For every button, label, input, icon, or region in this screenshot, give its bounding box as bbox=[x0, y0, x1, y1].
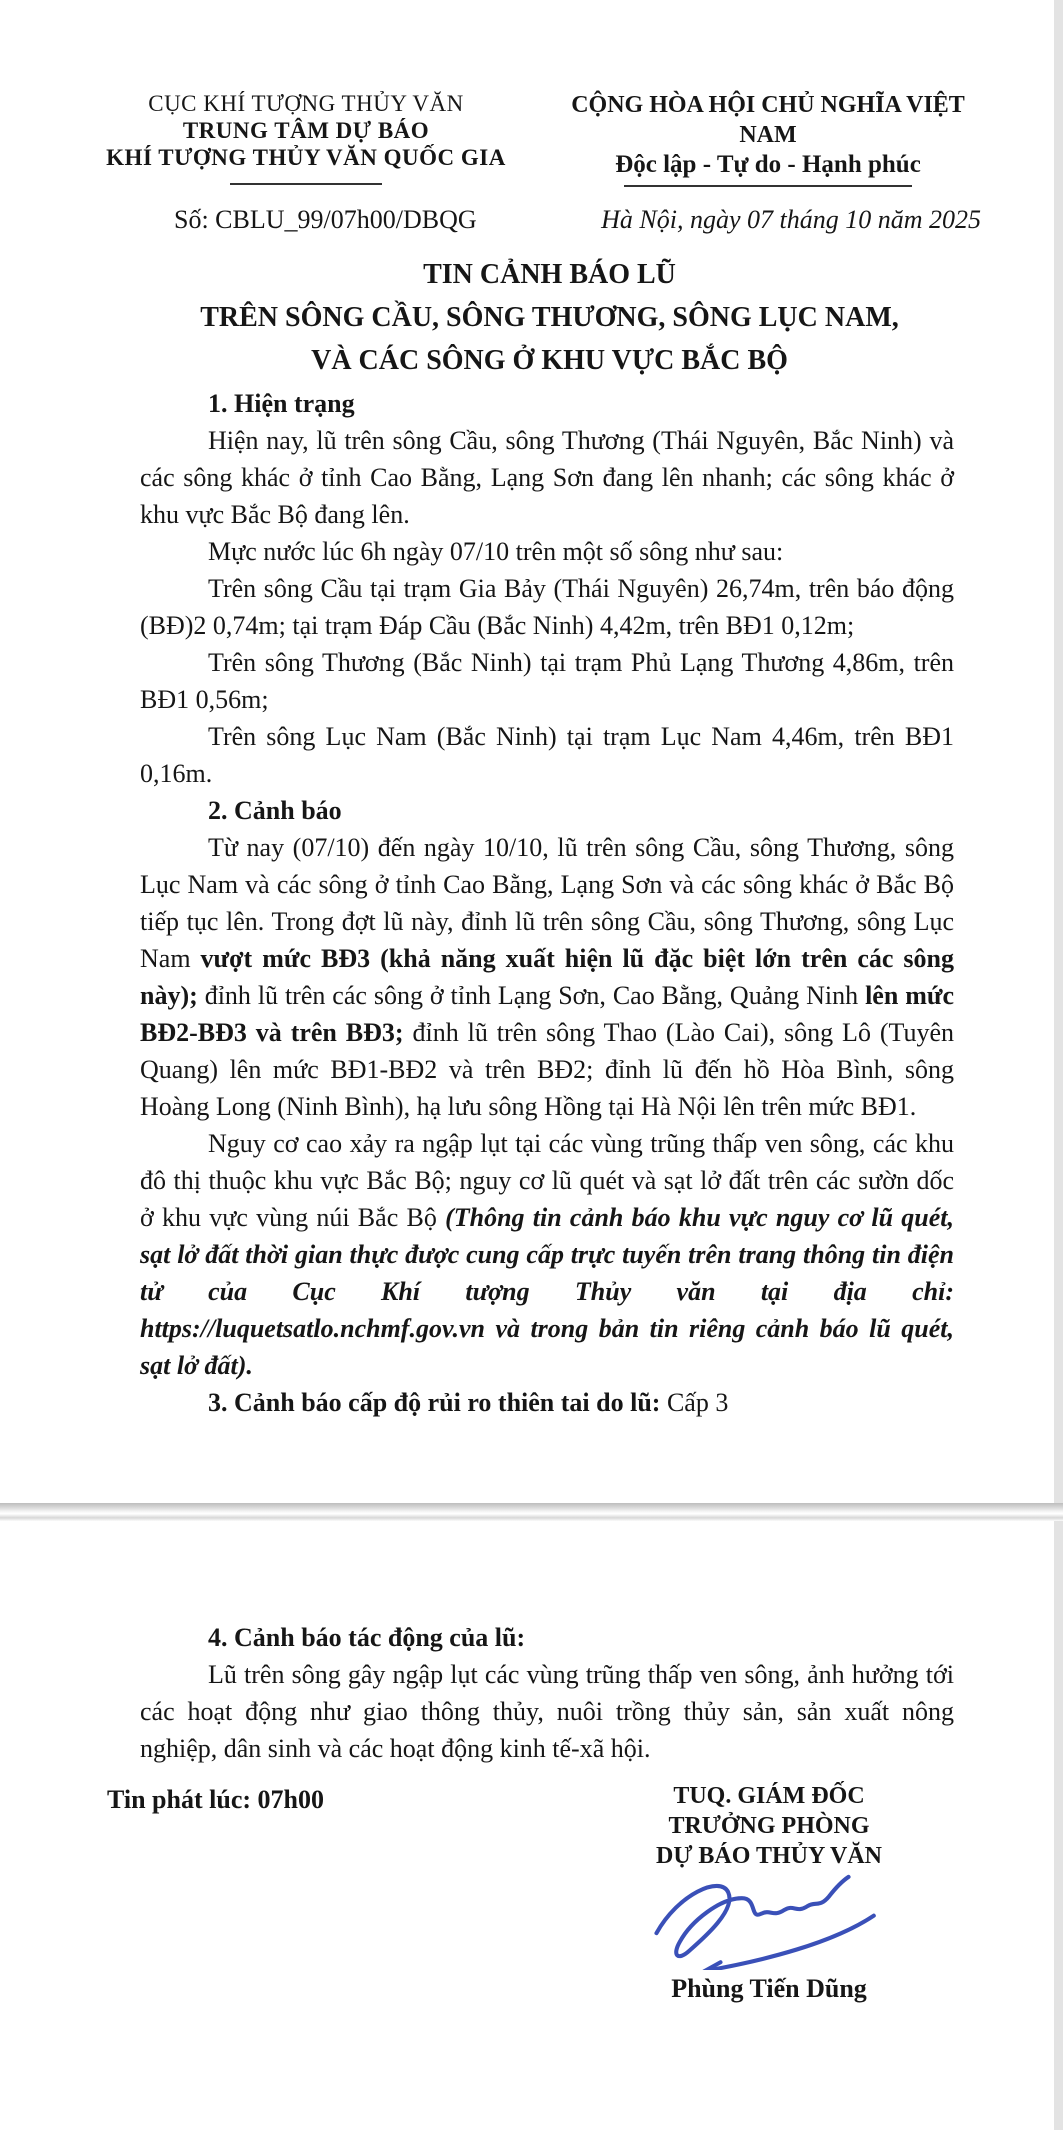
text-run: Hiện nay, lũ trên sông Cầu, sông Thương (Thái Nguyên, Bắc Ninh) và các sông khác ở tỉnh Cao Bằng, Lạng Sơn đang lên nhanh; các sông khác ở khu vực Bắc Bộ đang lên. bbox=[140, 426, 954, 529]
text-run: vượt mức BĐ3 (khả năng xuất hiện lũ đặc biệt lớn trên các sông này); bbox=[140, 944, 954, 1010]
viewer-edge-strip bbox=[1053, 0, 1063, 2130]
national-motto: Độc lập - Tự do - Hạnh phúc bbox=[615, 151, 921, 178]
document-body-page-1 bbox=[0, 382, 1054, 1421]
paragraph bbox=[140, 718, 954, 792]
country-name: CỘNG HÒA HỘI CHỦ NGHĨA VIỆT NAM bbox=[571, 92, 965, 148]
section-heading bbox=[140, 792, 954, 829]
paragraph bbox=[140, 422, 954, 533]
signature-block bbox=[579, 1781, 959, 2006]
title-line-2: TRÊN SÔNG CẦU, SÔNG THƯƠNG, SÔNG LỤC NAM, bbox=[200, 302, 899, 333]
paragraph bbox=[140, 1125, 954, 1384]
text-run: đỉnh lũ trên sông Thao (Lào Cai), sông Lô (Tuyên Quang) lên mức BĐ1-BĐ2 và trên BĐ2; đỉnh lũ đến hồ Hòa Bình, sông Hoàng Long (Ninh Bình), hạ lưu sông Hồng tại Hà Nội lên trên mức BĐ1. bbox=[140, 1018, 955, 1121]
org-name-line-2: KHÍ TƯỢNG THỦY VĂN QUỐC GIA bbox=[106, 145, 506, 170]
signature-scribble bbox=[579, 1873, 959, 1970]
page-break-gap bbox=[0, 1503, 1063, 1521]
signer-title-line-3: DỰ BÁO THỦY VĂN bbox=[655, 1843, 883, 1869]
text-run: Cấp 3 bbox=[660, 1388, 729, 1417]
text-run: Mực nước lúc 6h ngày 07/10 trên một số sông như sau: bbox=[208, 537, 784, 566]
text-run: lên mức BĐ2-BĐ3 và trên BĐ3; bbox=[140, 981, 954, 1047]
title-line-1: TIN CẢNH BÁO LŨ bbox=[423, 259, 676, 290]
title-line-3: VÀ CÁC SÔNG Ở KHU VỰC BẮC BỘ bbox=[311, 345, 788, 376]
text-run: 2. Cảnh báo bbox=[208, 796, 342, 825]
text-run: Lũ trên sông gây ngập lụt các vùng trũng thấp ven sông, ảnh hưởng tới các hoạt động như giao thông thủy, nuôi trồng thủy sản, sản xuất nông nghiệp, dân sinh và các hoạt động kinh tế-xã hội. bbox=[140, 1660, 954, 1763]
place-and-date: Hà Nội, ngày 07 tháng 10 năm 2025 bbox=[601, 205, 981, 234]
text-run: Trên sông Thương (Bắc Ninh) tại trạm Phủ Lạng Thương 4,86m, trên BĐ1 0,56m; bbox=[140, 648, 954, 714]
document-page-2 bbox=[0, 1521, 1054, 2130]
signature-ink-icon bbox=[619, 1873, 919, 1970]
document-footer bbox=[0, 1767, 1054, 2006]
text-run: Trên sông Lục Nam (Bắc Ninh) tại trạm Lục Nam 4,46m, trên BĐ1 0,16m. bbox=[140, 722, 954, 788]
org-name-line-1: TRUNG TÂM DỰ BÁO bbox=[182, 118, 430, 143]
text-run: 4. Cảnh báo tác động của lũ: bbox=[208, 1623, 526, 1652]
section-heading bbox=[140, 1619, 954, 1656]
national-motto-block bbox=[552, 90, 984, 187]
issuing-org-block bbox=[94, 90, 518, 187]
document-header bbox=[0, 0, 1054, 187]
text-run: 3. Cảnh báo cấp độ rủi ro thiên tai do lũ: bbox=[208, 1388, 661, 1417]
text-run: 1. Hiện trạng bbox=[208, 389, 355, 418]
paragraph bbox=[140, 570, 954, 644]
paragraph bbox=[140, 644, 954, 718]
paragraph bbox=[140, 829, 954, 1125]
text-run: (Thông tin cảnh báo khu vực nguy cơ lũ quét, sạt lở đất thời gian thực được cung cấp trực tuyến trên trang thông tin điện tử của Cục Khí tượng Thủy văn tại địa chỉ: https://luquetsatlo.nchmf.gov.vn và trong bản tin riêng cảnh báo lũ quét, sạt lở đất). bbox=[140, 1203, 954, 1380]
paragraph bbox=[140, 1656, 954, 1767]
org-parent-name: CỤC KHÍ TƯỢNG THỦY VĂN bbox=[148, 91, 464, 116]
motto-divider bbox=[624, 185, 912, 187]
document-title bbox=[0, 253, 1054, 382]
org-divider bbox=[230, 183, 382, 185]
text-run: đỉnh lũ trên các sông ở tỉnh Lạng Sơn, Cao Bằng, Quảng Ninh bbox=[197, 981, 866, 1010]
text-run: Trên sông Cầu tại trạm Gia Bảy (Thái Nguyên) 26,74m, trên báo động (BĐ)2 0,74m; tại trạm Đáp Cầu (Bắc Ninh) 4,42m, trên BĐ1 0,12m; bbox=[140, 574, 954, 640]
issue-time-label: Tin phát lúc: 07h00 bbox=[107, 1785, 324, 1814]
signer-name: Phùng Tiến Dũng bbox=[671, 1974, 867, 2003]
document-body-page-2 bbox=[0, 1521, 1054, 1767]
signer-title-line-2: TRƯỞNG PHÒNG bbox=[668, 1813, 870, 1839]
signer-title-line-1: TUQ. GIÁM ĐỐC bbox=[673, 1783, 865, 1809]
document-number: Số: CBLU_99/07h00/DBQG bbox=[174, 205, 477, 234]
paragraph bbox=[140, 533, 954, 570]
section-heading bbox=[140, 1384, 954, 1421]
text-run: Nguy cơ cao xảy ra ngập lụt tại các vùng trũng thấp ven sông, các khu đô thị thuộc khu vực Bắc Bộ; nguy cơ lũ quét và sạt lở đất trên các sườn dốc ở khu vực vùng núi Bắc Bộ bbox=[140, 1129, 954, 1232]
document-meta-row bbox=[0, 187, 1054, 235]
text-run: Từ nay (07/10) đến ngày 10/10, lũ trên sông Cầu, sông Thương, sông Lục Nam và các sông ở tỉnh Cao Bằng, Lạng Sơn và các sông khác ở Bắc Bộ tiếp tục lên. Trong đợt lũ này, đỉnh lũ trên sông Cầu, sông Thương, sông Lục Nam bbox=[140, 833, 954, 973]
section-heading bbox=[140, 385, 954, 422]
